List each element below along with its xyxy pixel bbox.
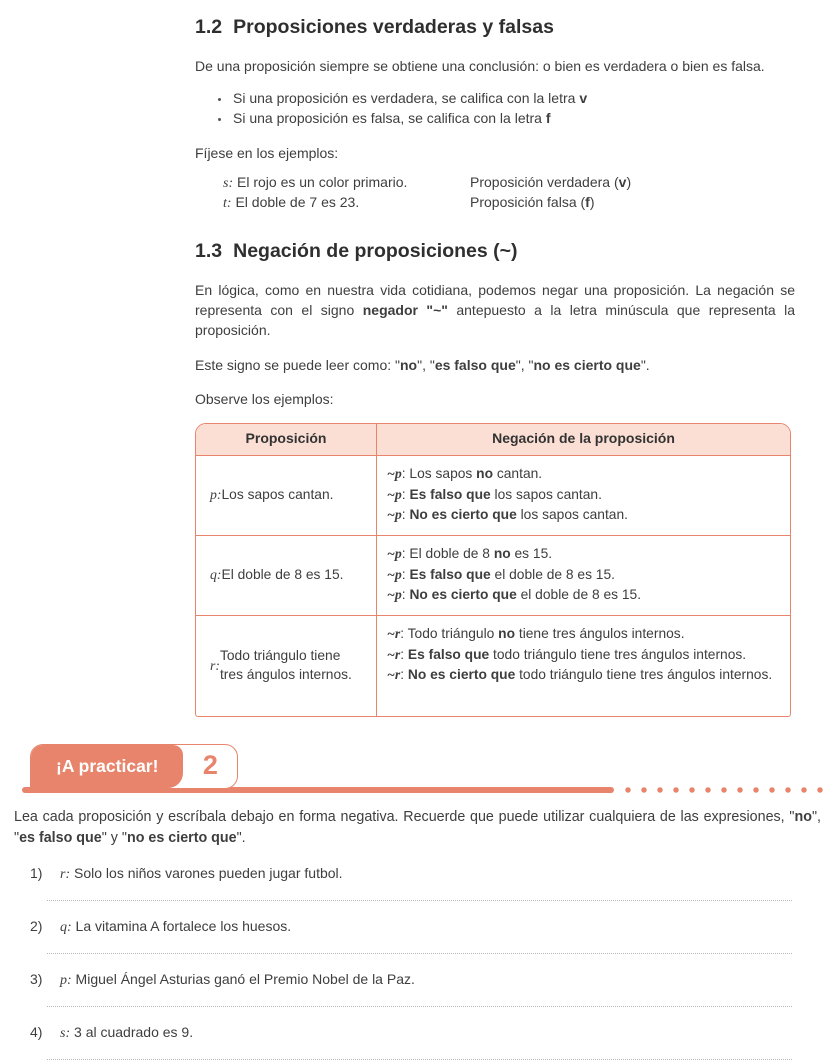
section-1-3-heading <box>195 240 795 263</box>
table-row <box>196 536 790 616</box>
exercise-list <box>0 864 835 1060</box>
table-header-cell: Proposición <box>196 424 377 455</box>
content-column <box>195 0 795 717</box>
table-row <box>196 456 790 536</box>
negation-line: ~p: El doble de 8 no es 15. <box>387 545 553 561</box>
example-statement: t: El doble de 7 es 23. <box>223 194 360 212</box>
bullet-item: • Si una proposición es falsa, se califica con la letra f <box>231 109 795 129</box>
table-header-row <box>196 424 790 456</box>
answer-line <box>47 900 792 901</box>
negation-cell <box>377 616 790 716</box>
exercise-instructions: Lea cada proposición y escríbala debajo en forma negativa. Recuerde que puede utilizar cualquiera de las expresiones, "no", "es falso que" y "no es cierto que". <box>14 809 821 846</box>
example-row <box>195 173 795 193</box>
practice-number-badge: 2 <box>202 749 218 780</box>
section-number: 1.3 <box>195 239 223 262</box>
practice-tab <box>30 744 238 789</box>
exercise-item <box>0 1023 835 1060</box>
sign-reading-paragraph: Este signo se puede leer como: "no", "es falso que", "no es cierto que". <box>195 356 650 373</box>
exercise-item <box>0 970 835 1007</box>
negation-line: ~r: Es falso que todo triángulo tiene tres ángulos internos. <box>387 646 747 662</box>
negation-line: ~p: Los sapos no cantan. <box>387 465 543 481</box>
exercise-text: q: La vitamina A fortalece los huesos. <box>60 918 292 936</box>
practice-label: ¡A practicar! <box>31 745 183 788</box>
answer-line <box>47 953 792 954</box>
banner-dots <box>620 787 828 793</box>
observe-intro: Observe los ejemplos: <box>195 391 334 408</box>
exercise-number: 4) <box>30 1024 43 1041</box>
example-verdict: Proposición falsa (f) <box>470 194 595 211</box>
exercise-text: r: Solo los niños varones pueden jugar futbol. <box>60 865 343 883</box>
negation-line: ~p: Es falso que los sapos cantan. <box>387 486 602 502</box>
intro-paragraph: De una proposición siempre se obtiene una conclusión: o bien es verdadera o bien es falsa. <box>195 58 765 75</box>
practice-banner <box>0 744 835 794</box>
examples-intro: Fíjese en los ejemplos: <box>195 145 339 162</box>
section-1-2-heading <box>195 0 795 39</box>
negation-cell <box>377 536 790 615</box>
proposition-cell: q: El doble de 8 es 15. <box>196 536 377 615</box>
exercise-item <box>0 864 835 901</box>
exercise-number: 1) <box>30 865 43 882</box>
section-number: 1.2 <box>195 16 223 38</box>
negation-cell <box>377 456 790 535</box>
bullet-item: • Si una proposición es verdadera, se califica con la letra v <box>231 89 795 109</box>
negation-line: ~p: No es cierto que el doble de 8 es 15. <box>387 587 642 603</box>
negation-paragraph: En lógica, como en nuestra vida cotidiana, podemos negar una proposición. La negación se representa con el signo negador "~" antepuesto a la letra minúscula que representa la proposición. <box>195 281 796 338</box>
qualification-bullets <box>195 89 795 129</box>
examples-block <box>195 173 795 214</box>
negation-line: ~p: No es cierto que los sapos cantan. <box>387 507 628 523</box>
negation-line: ~r: No es cierto que todo triángulo tiene tres ángulos internos. <box>387 667 773 683</box>
exercise-number: 3) <box>30 971 43 988</box>
table-header-cell: Negación de la proposición <box>492 430 675 447</box>
negation-line: ~p: Es falso que el doble de 8 es 15. <box>387 566 615 582</box>
section-title: Negación de proposiciones (~) <box>233 239 518 262</box>
section-title: Proposiciones verdaderas y falsas <box>233 16 554 38</box>
proposition-cell: p: Los sapos cantan. <box>196 456 377 535</box>
exercise-text: s: 3 al cuadrado es 9. <box>60 1024 194 1042</box>
example-row <box>195 193 795 213</box>
example-verdict: Proposición verdadera (v) <box>470 173 632 190</box>
proposition-cell: r: Todo triángulo tiene tres ángulos internos. <box>196 616 377 716</box>
example-statement: s: El rojo es un color primario. <box>223 173 408 191</box>
negation-line: ~r: Todo triángulo no tiene tres ángulos internos. <box>387 626 685 641</box>
negation-table <box>195 423 791 717</box>
answer-line <box>47 1006 792 1007</box>
exercise-text: p: Miguel Ángel Asturias ganó el Premio Nobel de la Paz. <box>60 971 415 989</box>
table-row <box>196 616 790 716</box>
exercise-number: 2) <box>30 918 43 935</box>
exercise-item <box>0 917 835 954</box>
